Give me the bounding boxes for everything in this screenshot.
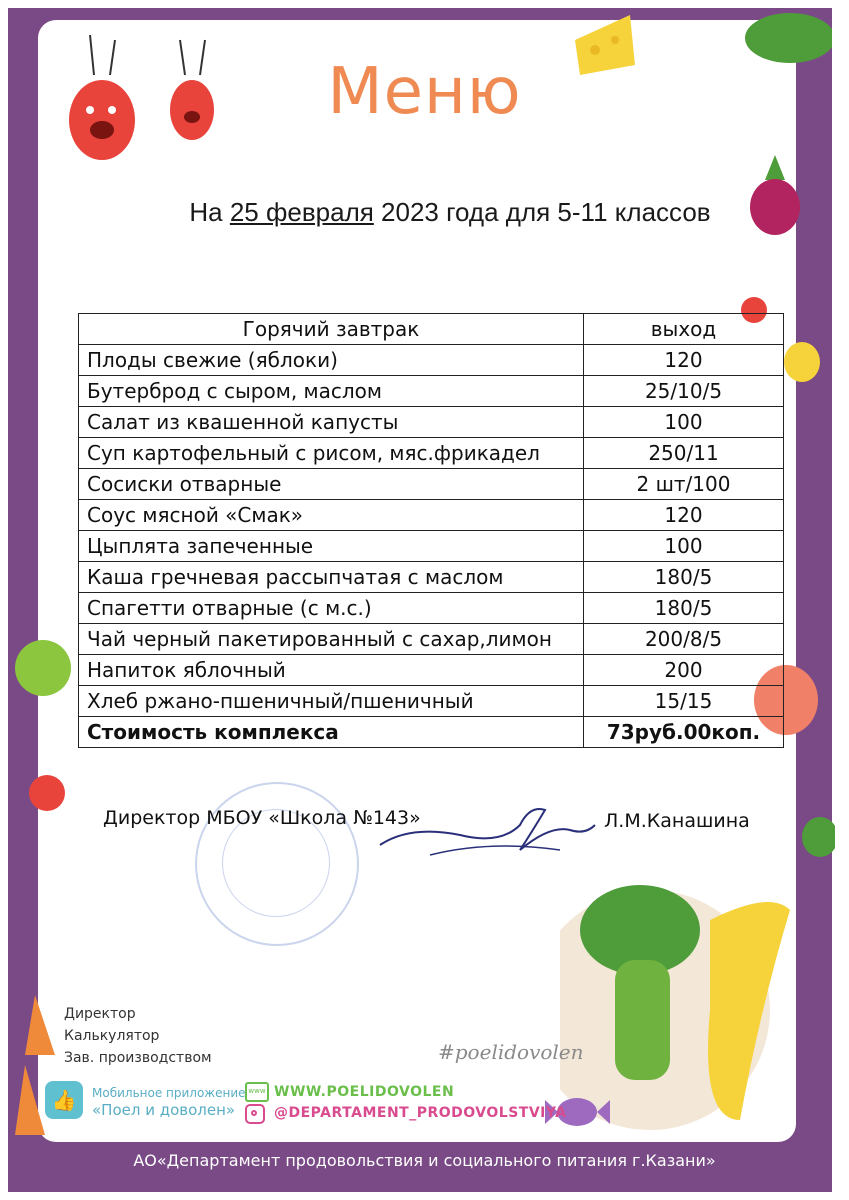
table-header-row — [79, 314, 784, 345]
menu-subtitle — [0, 197, 849, 228]
menu-table — [78, 313, 784, 748]
signer-calculator: Калькулятор — [64, 1028, 160, 1044]
instagram-link[interactable]: @DEPARTAMENT_PRODOVOLSTVIYA — [274, 1105, 567, 1121]
item-name: Сосиски отварные — [79, 469, 584, 500]
table-row — [79, 438, 784, 469]
menu-date: 25 февраля — [229, 197, 374, 227]
total-label: Стоимость комплекса — [79, 717, 584, 748]
table-row — [79, 469, 784, 500]
header-value: выход — [584, 314, 784, 345]
signers-list — [64, 1003, 212, 1069]
item-value: 25/10/5 — [584, 376, 784, 407]
item-value: 120 — [584, 345, 784, 376]
item-value: 100 — [584, 407, 784, 438]
item-value: 180/5 — [584, 593, 784, 624]
tomato-illustration-left-mid — [25, 765, 70, 815]
hashtag: #poelidovolen — [438, 1040, 584, 1064]
director-name: Л.М.Канашина — [604, 810, 750, 832]
signer-production-head: Зав. производством — [64, 1050, 212, 1066]
item-value: 250/11 — [584, 438, 784, 469]
website-link[interactable]: WWW.POELIDOVOLEN — [274, 1084, 455, 1100]
item-value: 200/8/5 — [584, 624, 784, 655]
director-title: Директор МБОУ «Школа №143» — [103, 807, 421, 829]
table-row — [79, 376, 784, 407]
table-row — [79, 562, 784, 593]
total-price: 73руб.00коп. — [584, 717, 784, 748]
item-name: Салат из квашенной капусты — [79, 407, 584, 438]
table-row — [79, 345, 784, 376]
table-row — [79, 593, 784, 624]
signer-director: Директор — [64, 1006, 136, 1022]
item-name: Соус мясной «Смак» — [79, 500, 584, 531]
item-value: 200 — [584, 655, 784, 686]
table-row — [79, 407, 784, 438]
app-label: Мобильное приложение — [92, 1086, 246, 1100]
table-row — [79, 531, 784, 562]
item-value: 120 — [584, 500, 784, 531]
handwritten-signature — [370, 795, 600, 865]
carrot-illustration-left — [5, 975, 70, 1145]
item-name: Напиток яблочный — [79, 655, 584, 686]
item-value: 100 — [584, 531, 784, 562]
thumbs-up-icon: 👍 — [45, 1081, 83, 1119]
item-name: Суп картофельный с рисом, мяс.фрикадел — [79, 438, 584, 469]
header-name: Горячий завтрак — [79, 314, 584, 345]
item-name: Бутерброд с сыром, маслом — [79, 376, 584, 407]
page-title: Меню — [327, 55, 522, 129]
item-value: 15/15 — [584, 686, 784, 717]
browser-icon: www — [245, 1082, 269, 1102]
item-name: Цыплята запеченные — [79, 531, 584, 562]
table-row — [79, 624, 784, 655]
subtitle-prefix: На — [189, 197, 230, 227]
table-row — [79, 686, 784, 717]
total-row — [79, 717, 784, 748]
table-row — [79, 655, 784, 686]
footer-organization: АО«Департамент продовольствия и социального питания г.Казани» — [133, 1151, 716, 1170]
lemon-face-right — [782, 340, 822, 385]
item-name: Чай черный пакетированный с сахар,лимон — [79, 624, 584, 655]
leaf-illustration-right-mid — [795, 815, 835, 860]
item-name: Каша гречневая рассыпчатая с маслом — [79, 562, 584, 593]
instagram-icon — [245, 1104, 265, 1124]
item-name: Спагетти отварные (с м.с.) — [79, 593, 584, 624]
item-name: Плоды свежие (яблоки) — [79, 345, 584, 376]
item-value: 2 шт/100 — [584, 469, 784, 500]
item-value: 180/5 — [584, 562, 784, 593]
app-name: «Поел и доволен» — [92, 1101, 236, 1119]
table-row — [79, 500, 784, 531]
apple-illustration-left — [8, 630, 73, 700]
subtitle-suffix: 2023 года для 5-11 классов — [373, 197, 711, 227]
item-name: Хлеб ржано-пшеничный/пшеничный — [79, 686, 584, 717]
